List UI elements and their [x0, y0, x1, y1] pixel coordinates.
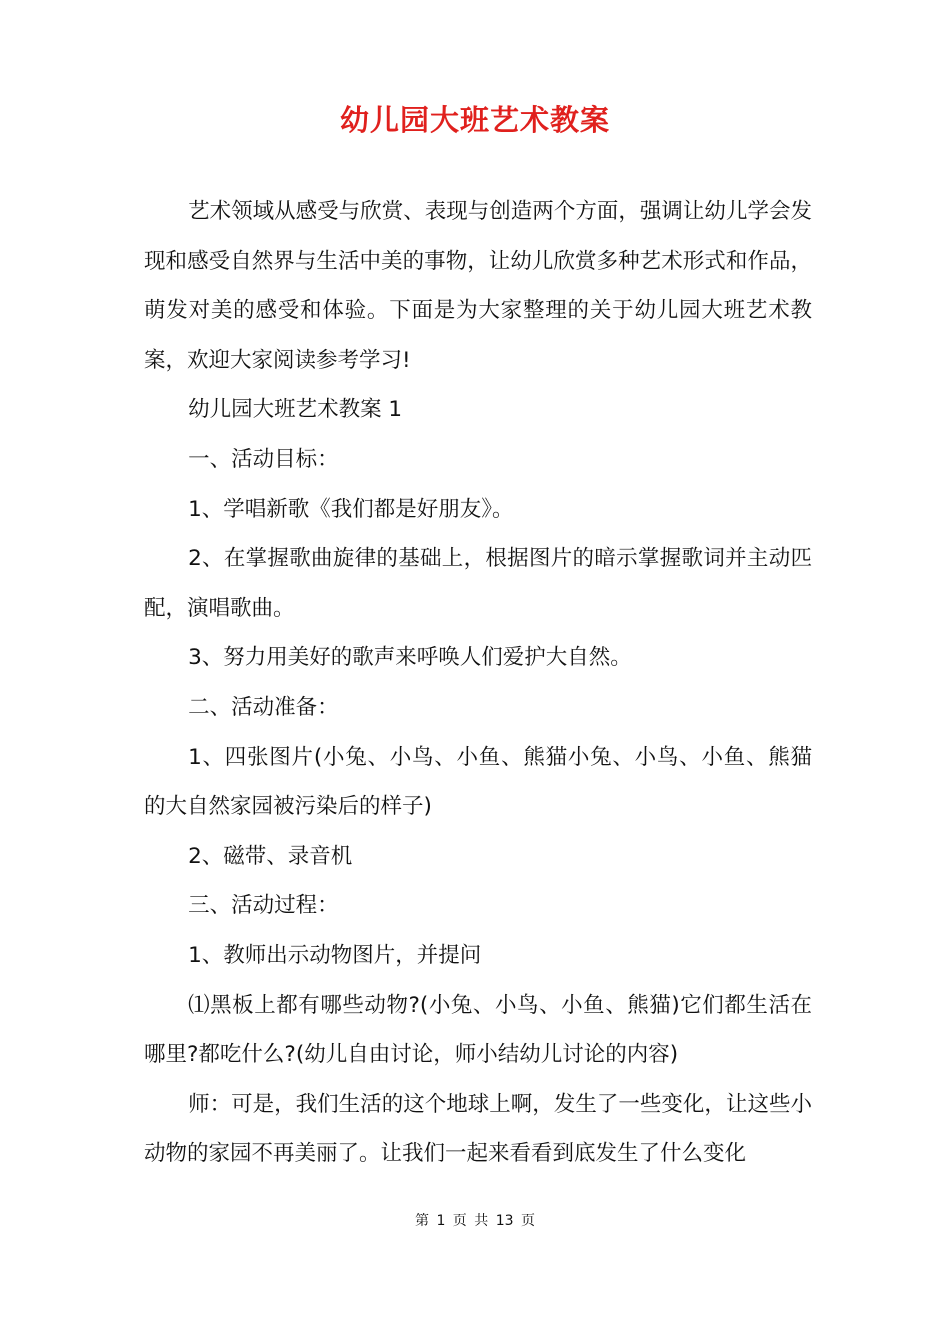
goal-item-1: 1、学唱新歌《我们都是好朋友》。	[188, 496, 514, 522]
goal-item-2: 2、在掌握歌曲旋律的基础上，根据图片的暗示掌握歌词并主动匹配，演唱歌曲。	[144, 546, 812, 621]
process-step-1: 1、教师出示动物图片，并提问	[188, 942, 482, 968]
document-body	[144, 187, 812, 1179]
process-question-1: ⑴黑板上都有哪些动物?(小兔、小鸟、小鱼、熊猫)它们都生活在哪里?都吃什么?(幼儿自由讨论，师小结幼儿讨论的内容)	[144, 992, 812, 1068]
document-title: 幼儿园大班艺术教案	[339, 103, 610, 137]
goal-item-3: 3、努力用美好的歌声来呼唤人们爱护大自然。	[188, 645, 632, 671]
page-footer: 第 1 页 共 13 页	[415, 1213, 535, 1229]
activity-process-heading: 三、活动过程：	[188, 893, 339, 919]
activity-prep-heading: 二、活动准备：	[188, 694, 339, 720]
prep-item-1: 1、四张图片(小兔、小鸟、小鱼、熊猫小兔、小鸟、小鱼、熊猫的大自然家园被污染后的样子)	[144, 744, 812, 820]
teacher-speech-paragraph: 师：可是，我们生活的这个地球上啊，发生了一些变化，让这些小动物的家园不再美丽了。让我们一起来看看到底发生了什么变化	[144, 1091, 812, 1167]
prep-item-2: 2、磁带、录音机	[188, 843, 353, 869]
intro-paragraph: 艺术领域从感受与欣赏、表现与创造两个方面，强调让幼儿学会发现和感受自然界与生活中美的事物，让幼儿欣赏多种艺术形式和作品，萌发对美的感受和体验。下面是为大家整理的关于幼儿园大班艺术教案，欢迎大家阅读参考学习!	[144, 199, 812, 373]
section-heading: 幼儿园大班艺术教案 1	[188, 397, 403, 423]
activity-goals-heading: 一、活动目标：	[188, 446, 339, 472]
